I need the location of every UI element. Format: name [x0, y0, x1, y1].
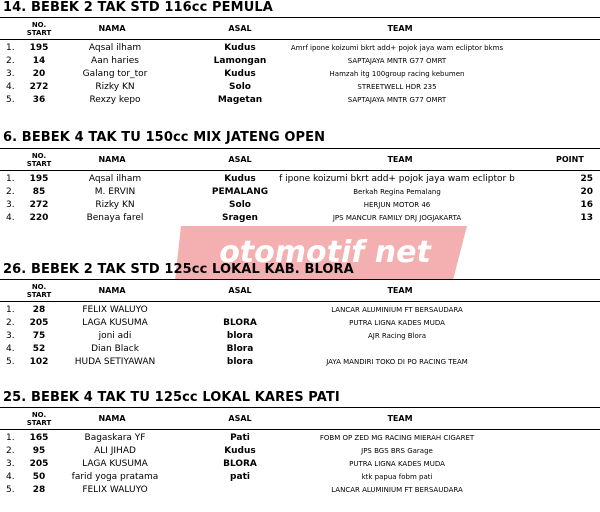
rider-name: M. ERVIN: [94, 187, 136, 197]
start-number: 195: [29, 174, 49, 184]
rider-team: HERJUN MOTOR 46: [363, 201, 431, 209]
rider-name: Galang tor_tor: [82, 69, 148, 79]
position: 2.: [6, 318, 15, 328]
table-row: [0, 186, 600, 199]
rider-name: Dian Black: [91, 344, 139, 354]
table-row: [0, 317, 600, 330]
section-title: 6. BEBEK 4 TAK TU 150cc MIX JATENG OPEN: [3, 130, 326, 145]
table-header: [0, 407, 600, 430]
table-row: [0, 330, 600, 343]
start-number: 165: [29, 433, 49, 443]
table-row: [0, 55, 600, 68]
table-header: [0, 279, 600, 302]
rider-team: Hamzah itg 100group racing kebumen: [329, 70, 465, 78]
rider-team: STREETWELL HDR 235: [357, 83, 437, 91]
table-row: [0, 343, 600, 356]
rider-team: f ipone koizumi bkrt add+ pojok jaya wam ecliptor b: [279, 174, 515, 184]
rider-origin: Kudus: [224, 43, 256, 53]
start-number: 85: [32, 187, 46, 197]
header-nama: NAMA: [98, 286, 126, 295]
rider-name: Aqsal ilham: [88, 174, 142, 184]
table-row: [0, 212, 600, 225]
start-number: 52: [32, 344, 46, 354]
rider-name: Rexzy kepo: [89, 95, 141, 105]
header-no-start: NO. START: [26, 282, 52, 299]
rider-origin: Magetan: [217, 95, 263, 105]
rider-team: [272, 343, 522, 356]
table-row: [0, 173, 600, 186]
table-row: [0, 356, 600, 369]
start-number: 75: [32, 331, 46, 341]
rider-name: farid yoga pratama: [71, 472, 159, 482]
rider-team: SAPTAJAYA MNTR G77 OMRT: [347, 96, 447, 104]
position: 3.: [6, 200, 15, 210]
rider-origin: Kudus: [224, 174, 256, 184]
table-row: [0, 42, 600, 55]
section-title: 26. BEBEK 2 TAK STD 125cc LOKAL KAB. BLORA: [3, 262, 354, 277]
header-team: TEAM: [387, 155, 413, 164]
rider-name: Bagaskara YF: [84, 433, 146, 443]
header-nama: NAMA: [98, 414, 126, 423]
header-team: TEAM: [387, 414, 413, 423]
position: 5.: [6, 357, 15, 367]
rider-name: LAGA KUSUMA: [82, 459, 148, 469]
position: 5.: [6, 95, 15, 105]
position: 3.: [6, 331, 15, 341]
start-number: 272: [29, 82, 49, 92]
table-header: [0, 148, 600, 171]
table-header: [0, 17, 600, 40]
rider-team: PUTRA LIGNA KADES MUDA: [349, 319, 445, 327]
rider-origin: Solo: [229, 82, 251, 92]
rider-origin: Solo: [229, 200, 251, 210]
start-number: 205: [29, 318, 49, 328]
header-asal: ASAL: [228, 155, 252, 164]
rider-team: JPS BGS BRS Garage: [361, 447, 433, 455]
table-row: [0, 471, 600, 484]
rider-origin: BLORA: [223, 318, 257, 328]
rider-team: Berkah Regina Pemalang: [353, 188, 441, 196]
position: 2.: [6, 446, 15, 456]
rider-name: HUDA SETIYAWAN: [74, 357, 156, 367]
position: 4.: [6, 344, 15, 354]
rider-team: LANCAR ALUMINIUM FT BERSAUDARA: [331, 306, 463, 314]
rider-name: Aqsal ilham: [88, 43, 142, 53]
rider-name: FELIX WALUYO: [82, 485, 148, 495]
rider-team: JPS MANCUR FAMILY DRJ JOGJAKARTA: [332, 214, 462, 222]
rider-origin: Sragen: [222, 213, 258, 223]
table-row: [0, 432, 600, 445]
rider-origin: Kudus: [224, 69, 256, 79]
start-number: 20: [32, 69, 46, 79]
header-point: POINT: [556, 155, 584, 164]
rider-origin: Pati: [230, 433, 250, 443]
position: 5.: [6, 485, 15, 495]
table-row: [0, 199, 600, 212]
rider-name: joni adi: [98, 331, 132, 341]
rider-team: ktk papua fobm pati: [361, 473, 433, 481]
table-row: [0, 484, 600, 497]
rider-origin: blora: [226, 357, 254, 367]
rider-origin: PEMALANG: [211, 187, 269, 197]
start-number: 14: [32, 56, 46, 66]
position: 1.: [6, 174, 15, 184]
table-row: [0, 81, 600, 94]
rider-origin: Blora: [226, 344, 254, 354]
position: 2.: [6, 187, 15, 197]
rider-origin: Kudus: [224, 446, 256, 456]
rider-points: 13: [580, 213, 593, 223]
rider-origin: blora: [226, 331, 254, 341]
header-nama: NAMA: [98, 155, 126, 164]
rider-team: Amrf ipone koizumi bkrt add+ pojok jaya wam ecliptor bkms: [290, 44, 504, 52]
rider-team: SAPTAJAYA MNTR G77 OMRT: [347, 57, 447, 65]
header-no-start: NO. START: [26, 151, 52, 168]
header-team: TEAM: [387, 24, 413, 33]
rider-name: LAGA KUSUMA: [82, 318, 148, 328]
header-team: TEAM: [387, 286, 413, 295]
rider-name: Rizky KN: [95, 200, 135, 210]
rider-name: Aan haries: [91, 56, 139, 66]
header-no-start: NO. START: [26, 410, 52, 427]
start-number: 205: [29, 459, 49, 469]
rider-origin: Lamongan: [213, 56, 267, 66]
rider-origin: pati: [230, 472, 250, 482]
rider-team: FOBM OP ZED MG RACING MIERAH CIGARET: [319, 434, 475, 442]
start-number: 220: [29, 213, 49, 223]
rider-team: AJR Racing Blora: [367, 332, 427, 340]
start-number: 272: [29, 200, 49, 210]
table-row: [0, 68, 600, 81]
header-no-start: NO. START: [26, 20, 52, 37]
rider-team: PUTRA LIGNA KADES MUDA: [349, 460, 445, 468]
section-title: 25. BEBEK 4 TAK TU 125cc LOKAL KARES PATI: [3, 390, 340, 405]
table-row: [0, 458, 600, 471]
position: 1.: [6, 305, 15, 315]
rider-points: 20: [580, 187, 593, 197]
header-nama: NAMA: [98, 24, 126, 33]
start-number: 195: [29, 43, 49, 53]
position: 3.: [6, 459, 15, 469]
position: 1.: [6, 433, 15, 443]
rider-points: 16: [580, 200, 593, 210]
rider-name: Rizky KN: [95, 82, 135, 92]
rider-points: 25: [580, 174, 593, 184]
position: 1.: [6, 43, 15, 53]
section-title: 14. BEBEK 2 TAK STD 116cc PEMULA: [3, 0, 273, 15]
header-asal: ASAL: [228, 286, 252, 295]
rider-origin: BLORA: [223, 459, 257, 469]
header-asal: ASAL: [228, 414, 252, 423]
position: 3.: [6, 69, 15, 79]
start-number: 28: [32, 305, 46, 315]
start-number: 28: [32, 485, 46, 495]
start-number: 95: [32, 446, 46, 456]
position: 4.: [6, 213, 15, 223]
rider-team: LANCAR ALUMINIUM FT BERSAUDARA: [331, 486, 463, 494]
position: 2.: [6, 56, 15, 66]
table-row: [0, 94, 600, 107]
rider-name: ALI JIHAD: [94, 446, 136, 456]
table-row: [0, 445, 600, 458]
start-number: 36: [32, 95, 46, 105]
position: 4.: [6, 472, 15, 482]
start-number: 102: [29, 357, 49, 367]
position: 4.: [6, 82, 15, 92]
start-number: 50: [32, 472, 46, 482]
watermark-text: otomotif net: [219, 235, 431, 270]
table-row: [0, 304, 600, 317]
rider-name: FELIX WALUYO: [82, 305, 148, 315]
header-asal: ASAL: [228, 24, 252, 33]
rider-team: JAYA MANDIRI TOKO DI PO RACING TEAM: [326, 358, 468, 366]
rider-name: Benaya farel: [86, 213, 144, 223]
